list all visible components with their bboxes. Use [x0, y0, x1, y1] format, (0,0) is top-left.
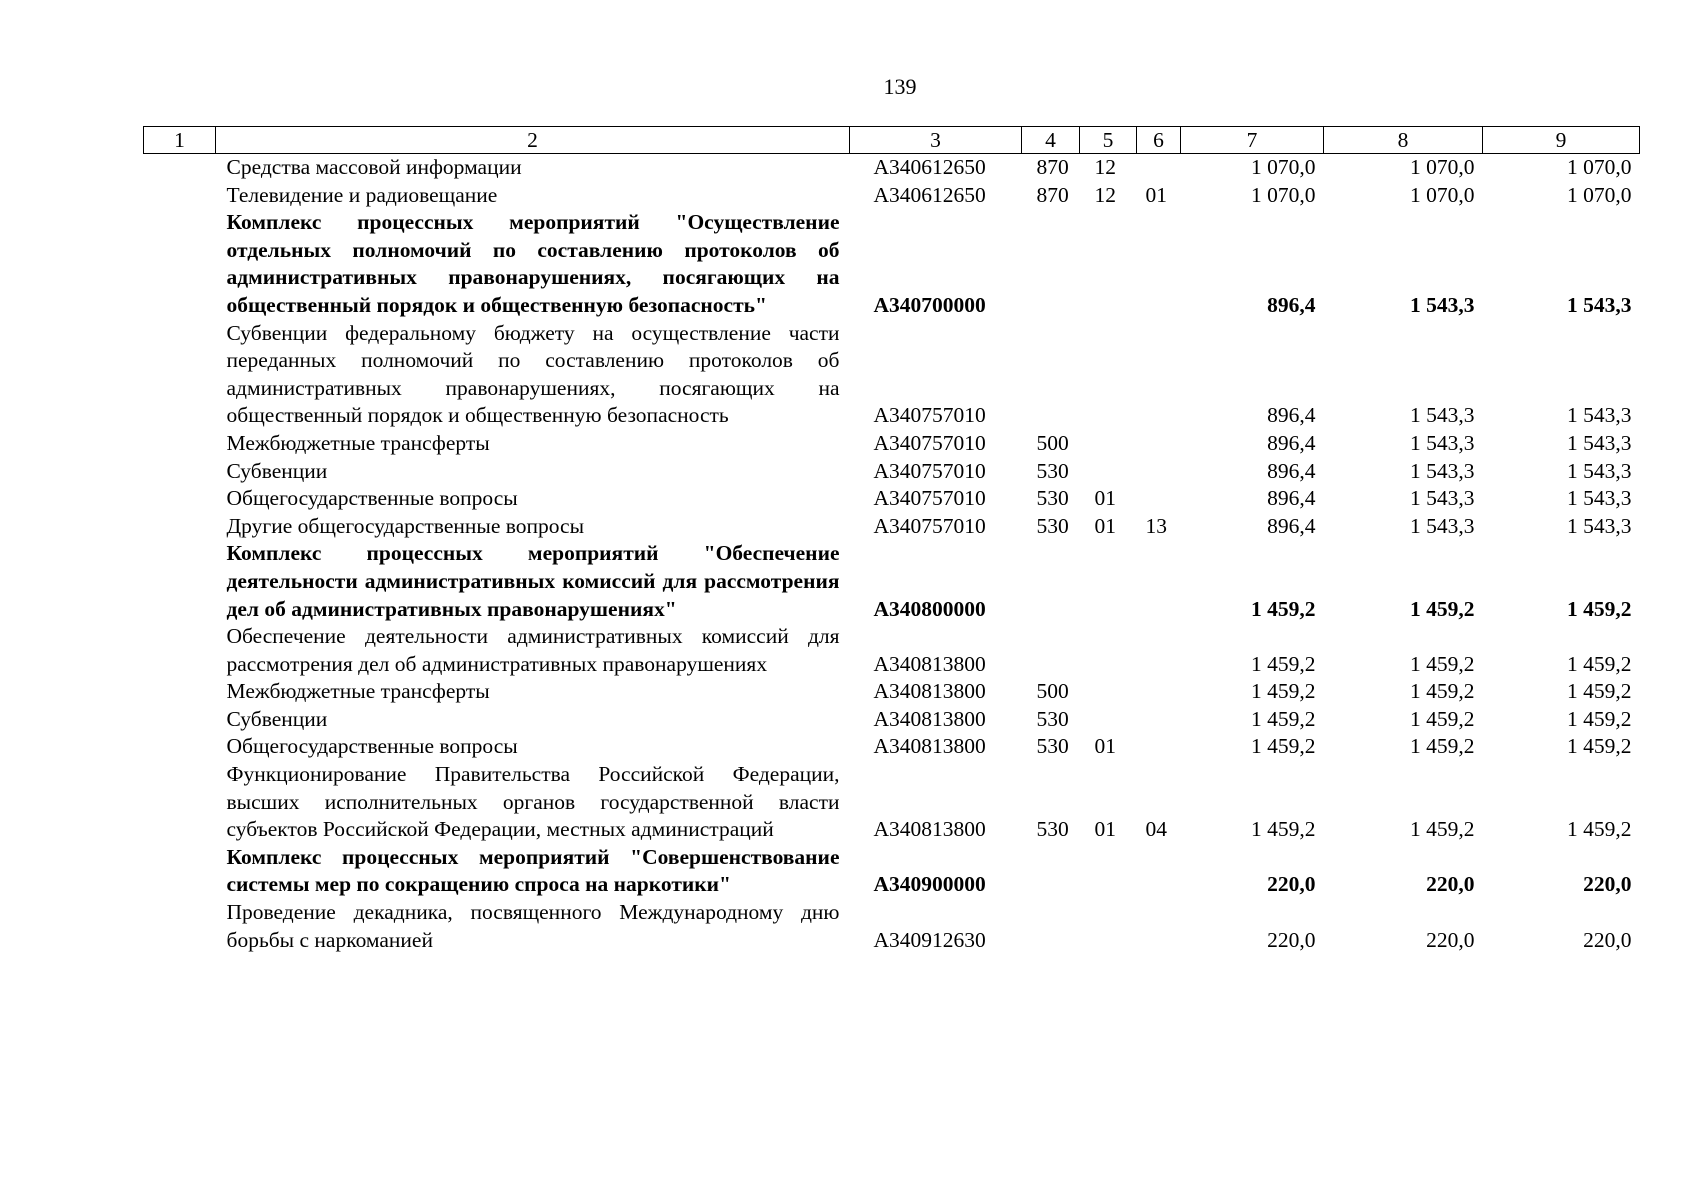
amount-col7-cell: 896,4 [1267, 513, 1316, 538]
amount-col8-cell: 220,0 [1426, 927, 1475, 952]
table-row [144, 154, 1640, 182]
amount-col9-cell: 1 459,2 [1567, 679, 1632, 704]
item-name-cell: Телевидение и радиовещание [226, 182, 498, 207]
amount-col8-cell: 1 543,3 [1410, 486, 1475, 511]
row-number-cell [144, 320, 216, 430]
amount-col9-cell: 1 543,3 [1567, 486, 1632, 511]
expense-type-cell: 500 [1036, 430, 1069, 455]
item-name-cell: Общегосударственные вопросы [226, 486, 518, 511]
amount-col9-cell: 1 459,2 [1567, 596, 1632, 621]
table-row [144, 623, 1640, 678]
expense-type-cell: 530 [1036, 486, 1069, 511]
section-cell: 12 [1094, 182, 1116, 207]
amount-col7-cell: 220,0 [1267, 927, 1316, 952]
amount-col7-cell: 896,4 [1267, 430, 1316, 455]
amount-col7-cell: 1 459,2 [1251, 651, 1316, 676]
section-cell [1080, 320, 1137, 430]
section-cell: 01 [1094, 513, 1116, 538]
expense-type-cell: 530 [1036, 734, 1069, 759]
amount-col9-cell: 1 543,3 [1567, 458, 1632, 483]
subsection-cell [1137, 320, 1181, 430]
target-code-cell: А340757010 [873, 513, 986, 538]
section-cell [1080, 678, 1137, 706]
expense-type-cell: 870 [1036, 182, 1069, 207]
row-number-cell [144, 540, 216, 623]
item-name-cell: Комплекс процессных мероприятий "Осуществление отдельных полномочий по составлению протоколов об административных правонарушениях, посягающих на общественный порядок и общественную безопасность" [226, 210, 840, 317]
target-code-cell: А340813800 [873, 651, 986, 676]
target-code-cell: А340813800 [873, 817, 986, 842]
amount-col9-cell: 1 543,3 [1567, 292, 1632, 317]
target-code-cell: А340612650 [873, 155, 986, 179]
amount-col8-cell: 1 543,3 [1410, 458, 1475, 483]
item-name-cell: Обеспечение деятельности административных комиссий для рассмотрения дел об административных правонарушениях [226, 624, 840, 676]
table-row [144, 320, 1640, 430]
item-name-cell: Комплекс процессных мероприятий "Совершенствование системы мер по сокращению спроса на наркотики" [226, 844, 840, 897]
subsection-cell [1137, 678, 1181, 706]
amount-col9-cell: 1 459,2 [1567, 817, 1632, 842]
expense-type-cell: 870 [1036, 155, 1069, 179]
column-header: 2 [216, 127, 850, 154]
table-row [144, 761, 1640, 844]
expense-type-cell: 500 [1036, 679, 1069, 704]
table-row [144, 678, 1640, 706]
target-code-cell: А340813800 [873, 734, 986, 759]
expense-type-cell [1022, 899, 1080, 954]
amount-col8-cell: 1 459,2 [1410, 734, 1475, 759]
target-code-cell: А340757010 [873, 458, 986, 483]
amount-col7-cell: 896,4 [1267, 458, 1316, 483]
row-number-cell [144, 154, 216, 182]
section-cell [1080, 430, 1137, 458]
item-name-cell: Межбюджетные трансферты [226, 679, 490, 704]
item-name-cell: Межбюджетные трансферты [226, 430, 490, 455]
target-code-cell: А340757010 [873, 486, 986, 511]
table-row [144, 899, 1640, 954]
item-name-cell: Субвенции [226, 458, 328, 483]
amount-col9-cell: 1 459,2 [1567, 651, 1632, 676]
column-header: 7 [1181, 127, 1324, 154]
amount-col9-cell: 1 459,2 [1567, 706, 1632, 731]
section-cell [1080, 209, 1137, 319]
target-code-cell: А340700000 [873, 292, 986, 317]
expense-type-cell [1022, 209, 1080, 319]
target-code-cell: А340912630 [873, 927, 986, 952]
row-number-cell [144, 209, 216, 319]
amount-col8-cell: 1 543,3 [1410, 430, 1475, 455]
table-row [144, 844, 1640, 899]
column-header: 8 [1324, 127, 1483, 154]
amount-col9-cell: 220,0 [1583, 872, 1632, 897]
expense-type-cell: 530 [1036, 706, 1069, 731]
column-header: 5 [1080, 127, 1137, 154]
subsection-cell: 04 [1145, 817, 1167, 842]
amount-col9-cell: 1 543,3 [1567, 403, 1632, 428]
subsection-cell: 13 [1145, 513, 1167, 538]
amount-col7-cell: 1 070,0 [1251, 155, 1316, 179]
amount-col7-cell: 220,0 [1267, 872, 1316, 897]
page-number: 139 [883, 74, 917, 99]
row-number-cell [144, 623, 216, 678]
expense-type-cell [1022, 320, 1080, 430]
item-name-cell: Комплекс процессных мероприятий "Обеспечение деятельности административных комиссий для рассмотрения дел об административных правонарушениях" [226, 541, 840, 621]
expense-type-cell: 530 [1036, 458, 1069, 483]
section-cell: 01 [1094, 734, 1116, 759]
column-header: 4 [1022, 127, 1080, 154]
target-code-cell: А340612650 [873, 182, 986, 207]
amount-col9-cell: 1 543,3 [1567, 430, 1632, 455]
row-number-cell [144, 706, 216, 734]
budget-table [143, 126, 1640, 954]
expense-type-cell [1022, 540, 1080, 623]
expense-type-cell: 530 [1036, 817, 1069, 842]
section-cell [1080, 623, 1137, 678]
column-header: 9 [1483, 127, 1640, 154]
section-cell: 01 [1094, 817, 1116, 842]
subsection-cell [1137, 540, 1181, 623]
section-cell [1080, 899, 1137, 954]
item-name-cell: Субвенции федеральному бюджету на осуществление части переданных полномочий по составлению протоколов об административных правонарушениях, посягающих на общественный порядок и общественную безопасность [226, 320, 840, 428]
table-row [144, 209, 1640, 319]
target-code-cell: А340757010 [873, 403, 986, 428]
amount-col7-cell: 1 459,2 [1251, 734, 1316, 759]
table-row [144, 485, 1640, 513]
item-name-cell: Общегосударственные вопросы [226, 734, 518, 759]
table-row [144, 513, 1640, 541]
column-header: 1 [144, 127, 216, 154]
subsection-cell [1137, 623, 1181, 678]
item-name-cell: Субвенции [226, 706, 328, 731]
row-number-cell [144, 513, 216, 541]
table-row [144, 540, 1640, 623]
row-number-cell [144, 458, 216, 486]
amount-col8-cell: 220,0 [1426, 872, 1475, 897]
subsection-cell [1137, 154, 1181, 182]
table-row [144, 182, 1640, 210]
row-number-cell [144, 761, 216, 844]
section-cell [1080, 844, 1137, 899]
amount-col9-cell: 1 459,2 [1567, 734, 1632, 759]
amount-col9-cell: 1 070,0 [1567, 155, 1632, 179]
row-number-cell [144, 899, 216, 954]
section-cell [1080, 458, 1137, 486]
target-code-cell: А340813800 [873, 679, 986, 704]
amount-col8-cell: 1 459,2 [1410, 596, 1475, 621]
row-number-cell [144, 430, 216, 458]
amount-col7-cell: 1 459,2 [1251, 706, 1316, 731]
expense-type-cell [1022, 623, 1080, 678]
amount-col8-cell: 1 459,2 [1410, 679, 1475, 704]
section-cell [1080, 706, 1137, 734]
subsection-cell [1137, 899, 1181, 954]
amount-col8-cell: 1 543,3 [1410, 403, 1475, 428]
subsection-cell [1137, 733, 1181, 761]
amount-col8-cell: 1 459,2 [1410, 817, 1475, 842]
amount-col8-cell: 1 543,3 [1410, 513, 1475, 538]
subsection-cell [1137, 209, 1181, 319]
column-header: 6 [1137, 127, 1181, 154]
row-number-cell [144, 182, 216, 210]
table-row [144, 706, 1640, 734]
expense-type-cell: 530 [1036, 513, 1069, 538]
row-number-cell [144, 844, 216, 899]
table-row [144, 733, 1640, 761]
section-cell [1080, 540, 1137, 623]
amount-col7-cell: 1 459,2 [1251, 817, 1316, 842]
amount-col7-cell: 896,4 [1267, 403, 1316, 428]
subsection-cell: 01 [1145, 182, 1167, 207]
table-body [144, 154, 1640, 955]
row-number-cell [144, 485, 216, 513]
row-number-cell [144, 678, 216, 706]
target-code-cell: А340900000 [873, 872, 986, 897]
amount-col9-cell: 1 543,3 [1567, 513, 1632, 538]
subsection-cell [1137, 458, 1181, 486]
item-name-cell: Проведение декадника, посвященного Международному дню борьбы с наркоманией [226, 900, 840, 952]
subsection-cell [1137, 430, 1181, 458]
amount-col8-cell: 1 543,3 [1410, 292, 1475, 317]
amount-col8-cell: 1 459,2 [1410, 651, 1475, 676]
amount-col8-cell: 1 459,2 [1410, 706, 1475, 731]
amount-col7-cell: 1 459,2 [1251, 679, 1316, 704]
subsection-cell [1137, 844, 1181, 899]
amount-col8-cell: 1 070,0 [1410, 182, 1475, 207]
amount-col7-cell: 1 070,0 [1251, 182, 1316, 207]
amount-col7-cell: 896,4 [1267, 486, 1316, 511]
section-cell: 12 [1094, 155, 1116, 179]
table-row [144, 430, 1640, 458]
row-number-cell [144, 733, 216, 761]
section-cell: 01 [1094, 486, 1116, 511]
amount-col7-cell: 1 459,2 [1251, 596, 1316, 621]
table-row [144, 458, 1640, 486]
expense-type-cell [1022, 844, 1080, 899]
item-name-cell: Функционирование Правительства Российской Федерации, высших исполнительных органов государственной власти субъектов Российской Федерации, местных администраций [226, 762, 840, 842]
target-code-cell: А340757010 [873, 430, 986, 455]
amount-col9-cell: 1 070,0 [1567, 182, 1632, 207]
amount-col9-cell: 220,0 [1583, 927, 1632, 952]
amount-col8-cell: 1 070,0 [1410, 155, 1475, 179]
column-number-row [144, 127, 1640, 154]
target-code-cell: А340800000 [873, 596, 986, 621]
target-code-cell: А340813800 [873, 706, 986, 731]
subsection-cell [1137, 485, 1181, 513]
amount-col7-cell: 896,4 [1267, 292, 1316, 317]
subsection-cell [1137, 706, 1181, 734]
column-header: 3 [850, 127, 1022, 154]
item-name-cell: Средства массовой информации [226, 155, 522, 179]
item-name-cell: Другие общегосударственные вопросы [226, 513, 585, 538]
